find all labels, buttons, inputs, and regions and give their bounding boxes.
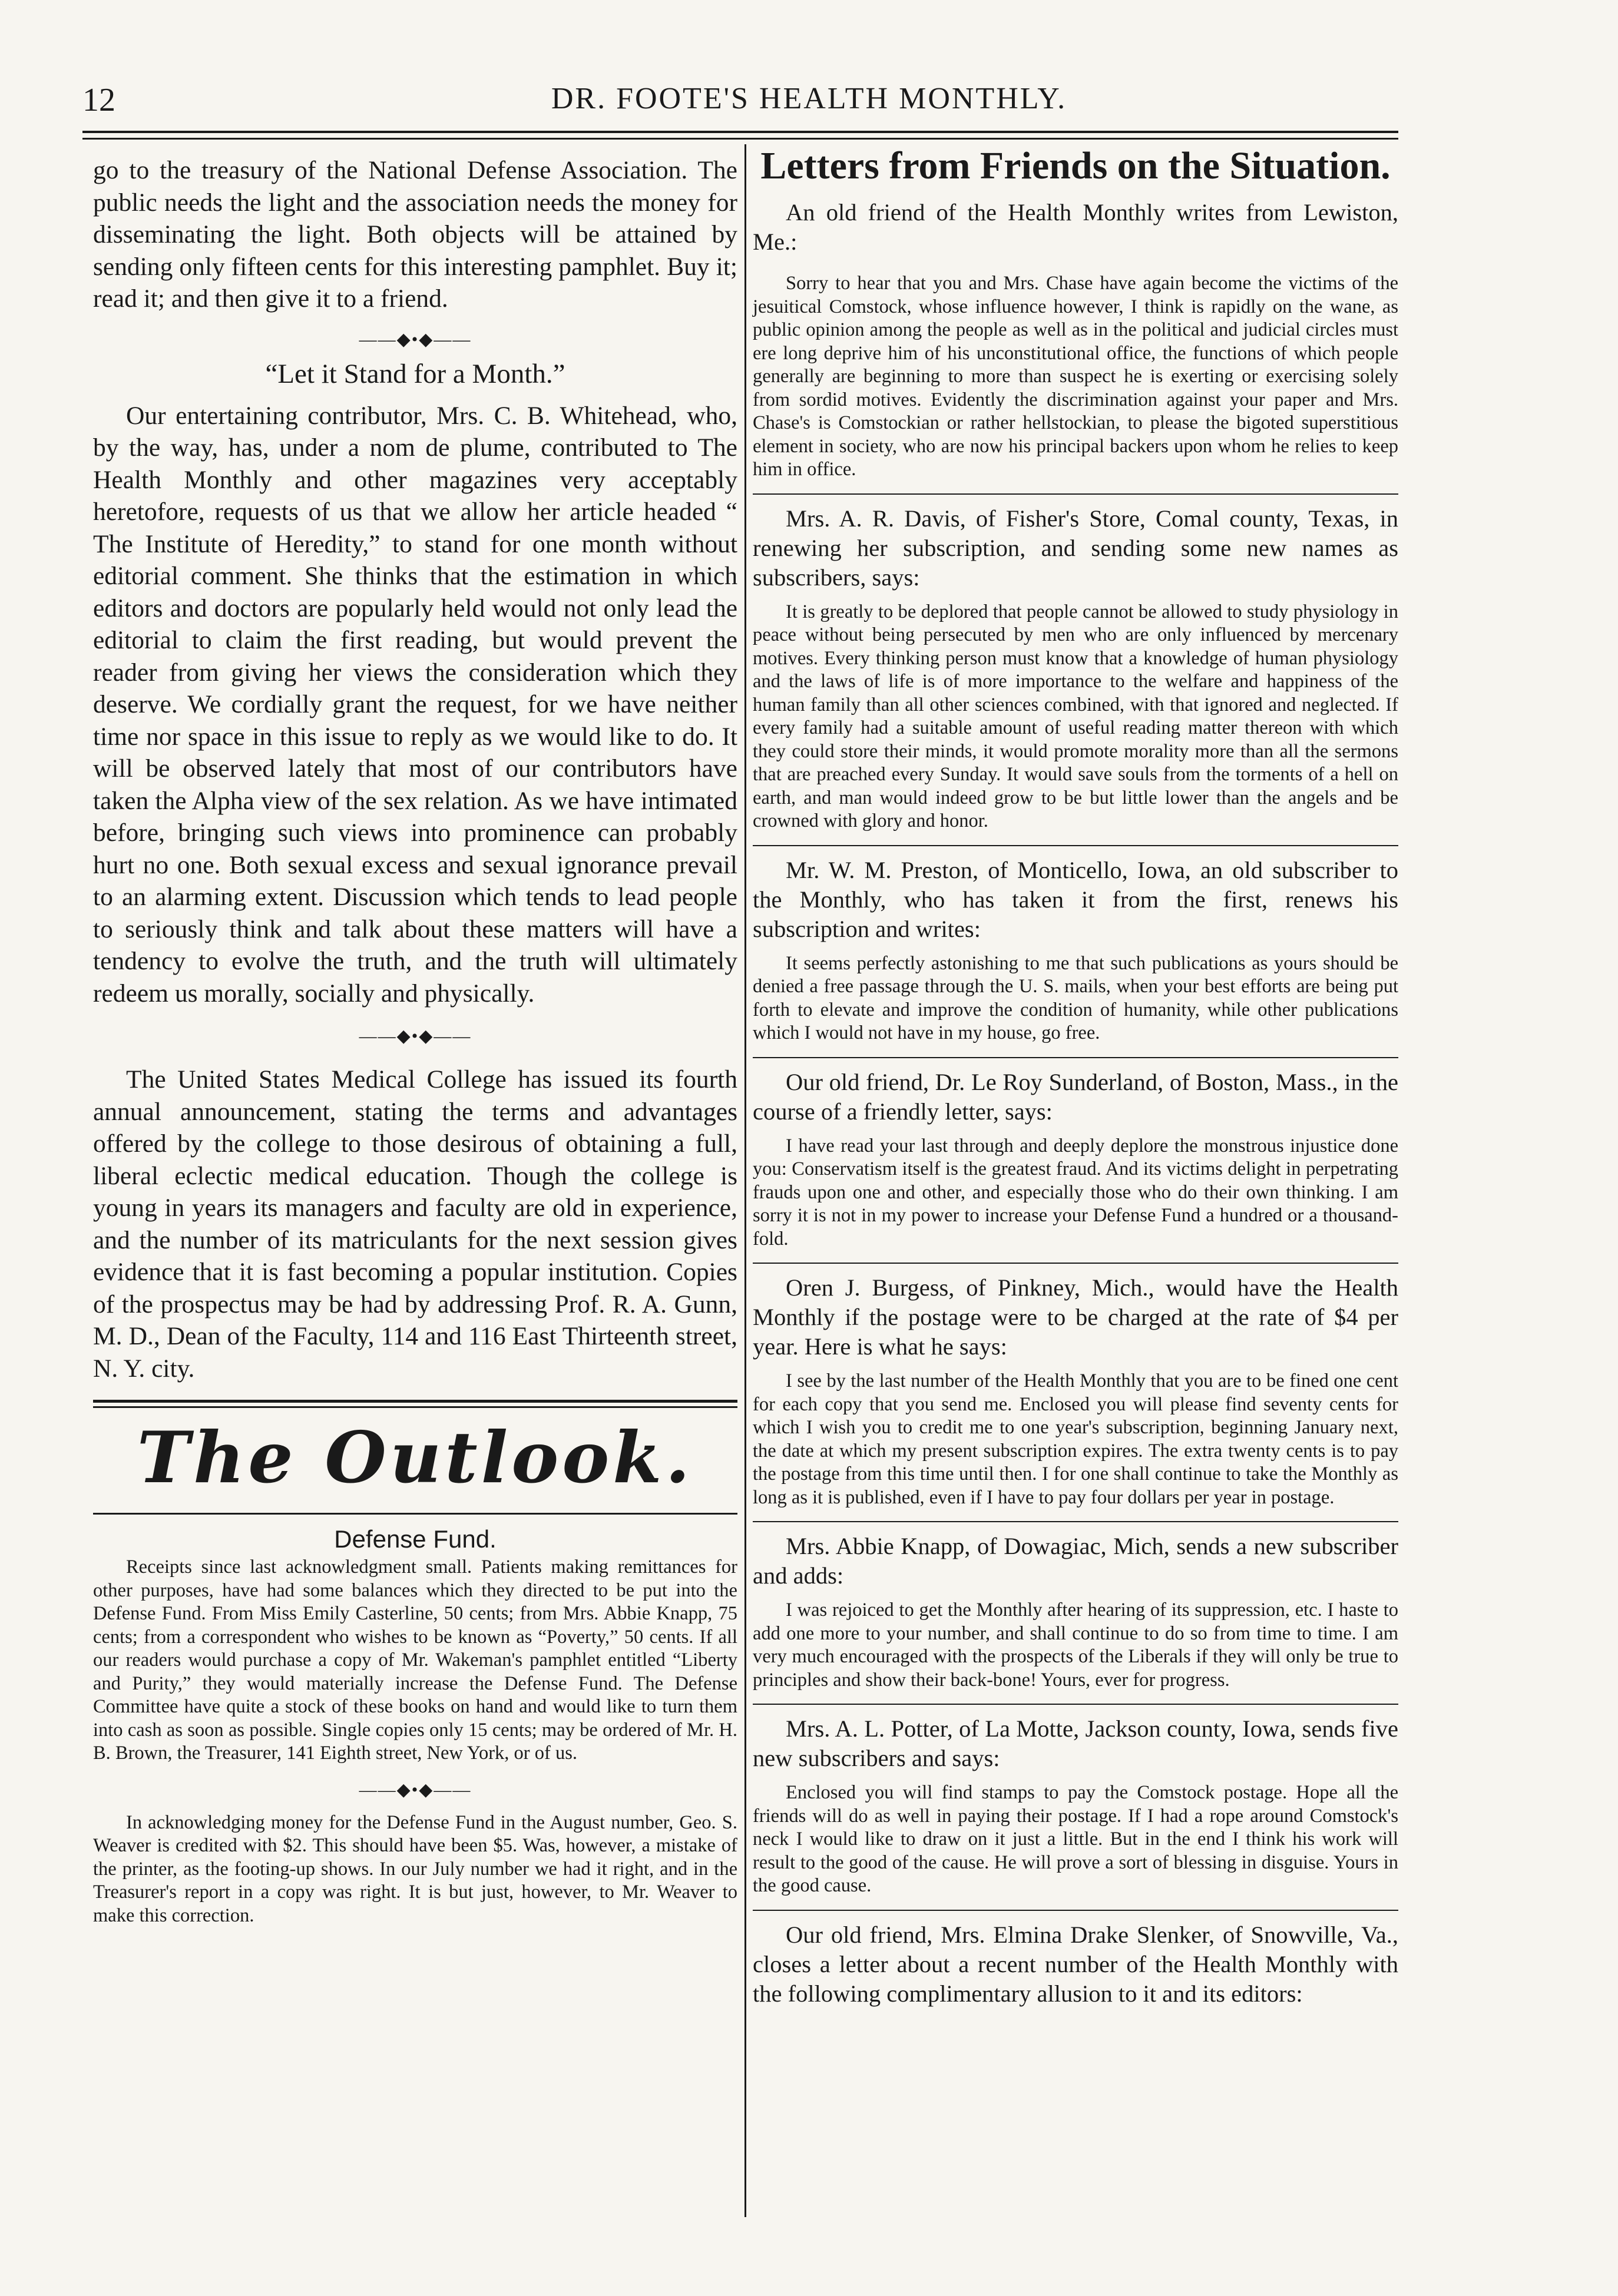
running-title: DR. FOOTE'S HEALTH MONTHLY. [551, 82, 1067, 115]
letter-separator [753, 845, 1398, 846]
letter-intro: Our old friend, Mrs. Elmina Drake Slenker, of Snowville, Va., closes a letter about a recent number of the Health Monthly with the following complimentary allusion to it and its editors: [753, 1921, 1398, 2007]
letter-quote: I was rejoiced to get the Monthly after hearing of its suppression, etc. I haste to add one more to your number, and shall continue to do so from time to time. I am very much encouraged with the prospects of the Liberals if they will only be true to principles and show their back-bone! Yours, ever for progress. [753, 1599, 1398, 1691]
letter-quote: I have read your last through and deeply deplore the monstrous injustice done you: Conservatism itself is the greatest fraud. And its victims delight in perpetrating frauds upon one and other, and especially those who do their own thinking. I am sorry it is not in my power to increase your Defense Fund a hundred or a thousand-fold. [753, 1135, 1398, 1250]
letter-intro: Mrs. A. R. Davis, of Fisher's Store, Comal county, Texas, in renewing her subscription, and sending some new names as subscribers, says: [753, 505, 1398, 591]
right-column [753, 144, 1398, 2009]
column-divider [745, 144, 746, 2217]
stand-paragraph: Our entertaining contributor, Mrs. C. B. Whitehead, who, by the way, has, under a nom de plume, contributed to The Health Monthly and other magazines very acceptably heretofore, requests of us that we allow her article headed “ The Institute of Heredity,” to stand for one month without editorial comment. She thinks that the estimation in which editors and doctors are popularly held would not only lead the editorial to claim the first reading, but would prevent the reader from giving her views the consideration which they deserve. We cordially grant the request, for we have neither time nor space in this issue to reply as we would like to do. It will be observed lately that most of our contributors have taken the Alpha view of the sex relation. As we have intimated before, bringing such views into prominence can probably hurt no one. Both sexual excess and sexual ignorance prevail to an alarming extent. Discussion which tends to lead people to seriously think and talk about these matters will have a tendency to evolve the truth, and the truth will ultimately redeem us morally, socially and physically. [93, 401, 737, 1008]
letter-separator [753, 1704, 1398, 1705]
section-rule-thin [93, 1406, 737, 1408]
left-column [93, 154, 737, 1927]
letter-intro: Mrs. Abbie Knapp, of Dowagiac, Mich, sends a new subscriber and adds: [753, 1533, 1398, 1589]
correction-paragraph: In acknowledging money for the Defense Fund in the August number, Geo. S. Weaver is credited with $2. This should have been $5. Was, however, a mistake of the printer, as the footing-up shows. In our July number we had it right, and in the Treasurer's report in a copy was right. It is but just, however, to Mr. Weaver to make this correction. [93, 1811, 737, 1926]
section-rule [93, 1400, 737, 1403]
outlook-title: The Outlook. [137, 1416, 694, 1499]
letter-quote: It seems perfectly astonishing to me that such publications as yours should be denied a free passage through the U. S. mails, when your best efforts are being put forth to elevate and improve the condition of humanity, while other publications which I would not have in my house, go free. [753, 952, 1398, 1043]
letter-separator [753, 493, 1398, 495]
letter-quote: I see by the last number of the Health Monthly that you are to be fined one cent for each copy that you send me. Enclosed you will please find seventy cents for which I wish you to credit me to one year's subscription, beginning January next, the date at which my present subscription expires. The extra twenty cents is to pay the postage from this time until then. I for one shall continue to take the Monthly as long as it is published, even if I have to pay four dollars per year in postage. [753, 1370, 1398, 1508]
stand-heading: “Let it Stand for a Month.” [265, 358, 565, 389]
letters-heading: Letters from Friends on the Situation. [760, 144, 1391, 187]
letter-intro: An old friend of the Health Monthly writes from Lewiston, Me.: [753, 199, 1398, 255]
letter-quote: It is greatly to be deplored that people cannot be allowed to study physiology in peace without being persecuted by men who are only influenced by mercenary motives. Every thinking person must know that a knowledge of human physiology and the laws of life is of more importance to the welfare and happiness of the human family than all other sciences combined, with that ignored and neglected. If every family had a suitable amount of useful reading matter thereon with which they could store their minds, it would promote morality more than all the sermons that are preached every Sunday. It would save souls from the torments of a hell on earth, and man would indeed grow to be but little lower than the angels and be crowned with glory and honor. [753, 601, 1398, 831]
letter-separator [753, 1910, 1398, 1911]
letter-separator [753, 1521, 1398, 1522]
ornament-divider: ——◆•◆—— [359, 329, 472, 349]
letter-intro: Oren J. Burgess, of Pinkney, Mich., would have the Health Monthly if the postage were to be charged at the rate of $4 per year. Here is what he says: [753, 1274, 1398, 1360]
header-rule-top [82, 131, 1398, 133]
letter-intro: Mrs. A. L. Potter, of La Motte, Jackson county, Iowa, sends five new subscribers and says: [753, 1715, 1398, 1771]
letter-quote: Enclosed you will find stamps to pay the Comstock postage. Hope all the friends will do as well in paying their postage. If I had a rope around Comstock's neck I would like to draw on it just a little. But in the end I think his work will result to the good of the cause. He will prove a sort of blessing in disguise. Yours in the good cause. [753, 1782, 1398, 1896]
page-number: 12 [82, 82, 115, 118]
letter-separator [753, 1057, 1398, 1058]
letter-intro: Our old friend, Dr. Le Roy Sunderland, of Boston, Mass., in the course of a friendly letter, says: [753, 1068, 1398, 1125]
header-rule-bottom [82, 138, 1398, 140]
letter-separator [753, 1263, 1398, 1264]
intro-paragraph: go to the treasury of the National Defense Association. The public needs the light and the association needs the money for disseminating the light. Both objects will be attained by sending only fifteen cents for this interesting pamphlet. Buy it; read it; and then give it to a friend. [93, 156, 737, 313]
college-paragraph: The United States Medical College has issued its fourth annual announcement, stating the terms and advantages offered by the college to those desirous of obtaining a full, liberal eclectic medical education. Though the college is young in years its managers and faculty are old in experience, and the number of its matriculants for the next session gives evidence that it is fast becoming a popular institution. Copies of the prospectus may be had by addressing Prof. R. A. Gunn, M. D., Dean of the Faculty, 114 and 116 East Thirteenth street, N. Y. city. [93, 1065, 737, 1383]
ornament-divider: ——◆•◆—— [359, 1026, 472, 1046]
outlook-rule [93, 1513, 737, 1515]
defense-paragraph: Receipts since last acknowledgment small. Patients making remittances for other purposes, have had some balances which they directed to be put into the Defense Fund. From Miss Emily Casterline, 50 cents; from Mrs. Abbie Knapp, 75 cents; from a correspondent who wishes to be known as “Poverty,” 50 cents. If all our readers would purchase a copy of Mr. Wakeman's pamphlet entitled “Liberty and Purity,” they would materially increase the Defense Fund. The Defense Committee have quite a stock of these books on hand and would like to turn them into cash as soon as possible. Single copies only 15 cents; may be ordered of Mr. H. B. Brown, the Treasurer, 141 Eighth street, New York, or of us. [93, 1556, 737, 1764]
letter-intro: Mr. W. M. Preston, of Monticello, Iowa, an old subscriber to the Monthly, who has taken it from the first, renews his subscription and writes: [753, 856, 1398, 942]
defense-heading: Defense Fund. [334, 1525, 497, 1553]
letter-quote: Sorry to hear that you and Mrs. Chase have again become the victims of the jesuitical Comstock, whose influence however, I think is rapidly on the wane, as public opinion among the people as well as in the political and judicial circles must ere long deprive him of his unconstitutional office, the functions of which people generally are beginning to more than suspect he is exerting or exercising solely from sordid motives. Evidently the discrimination against your paper and Mrs. Chase's is Comstockian or rather hellstockian, to please the bigoted superstitious element in society, who are now his principal backers upon whom he relies to keep him in office. [753, 273, 1398, 480]
ornament-divider: ——◆•◆—— [359, 1780, 472, 1800]
